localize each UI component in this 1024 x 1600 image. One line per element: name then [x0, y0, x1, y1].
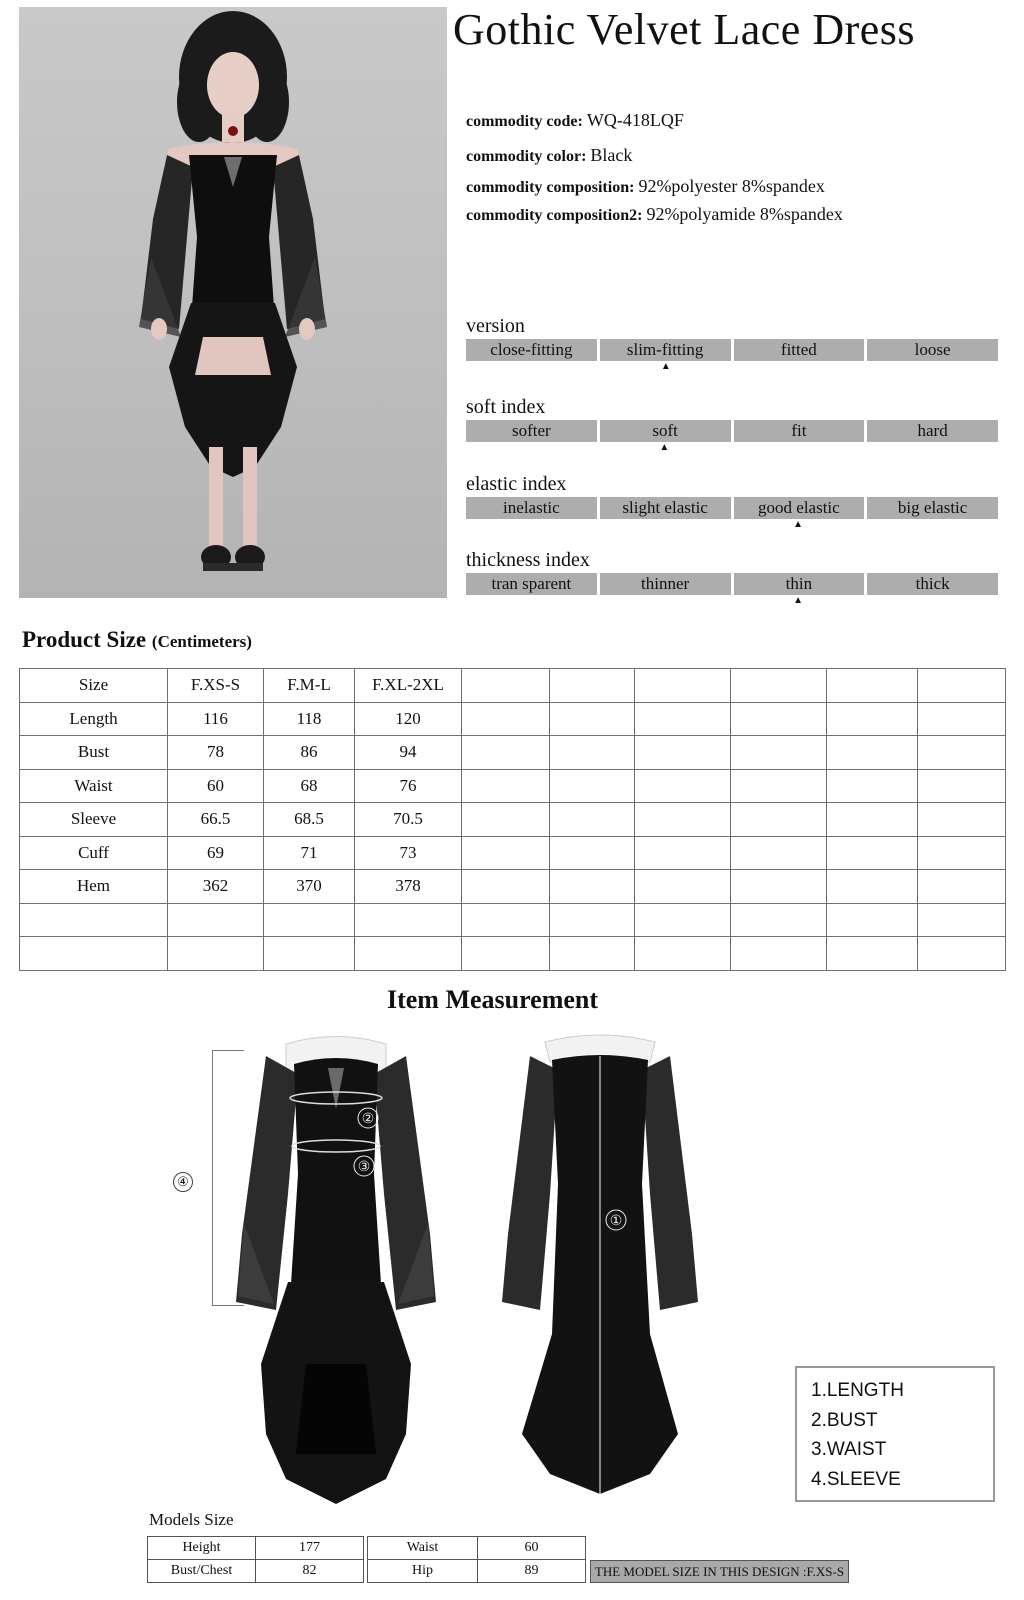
size-cell: 66.5: [168, 803, 264, 837]
scale-bar: [466, 573, 998, 595]
size-cell: [827, 937, 918, 971]
scale-option: fit: [734, 420, 865, 442]
table-row: [368, 1537, 586, 1560]
size-cell: [462, 836, 550, 870]
model-label: Bust/Chest: [148, 1560, 256, 1583]
legend-item: 1.LENGTH: [811, 1380, 904, 1401]
spec-value: Black: [590, 145, 633, 165]
size-cell: 86: [264, 736, 355, 770]
triangle-up-icon: ▲: [793, 595, 803, 606]
size-cell: [635, 702, 731, 736]
size-row-label: Cuff: [20, 836, 168, 870]
size-column-header: [462, 669, 550, 703]
table-row: [368, 1560, 586, 1583]
spec-label: commodity code:: [466, 113, 583, 130]
size-cell: [168, 937, 264, 971]
size-column-header: F.XL-2XL: [355, 669, 462, 703]
scale-marker: [466, 595, 998, 607]
size-cell: [731, 803, 827, 837]
table-row: [20, 937, 1006, 971]
size-cell: [635, 870, 731, 904]
size-cell: 78: [168, 736, 264, 770]
size-cell: 118: [264, 702, 355, 736]
soft-index-scale: [466, 395, 998, 454]
scale-option: big elastic: [867, 497, 998, 519]
size-cell: [827, 803, 918, 837]
size-cell: [550, 870, 635, 904]
size-cell: [827, 736, 918, 770]
size-cell: [550, 937, 635, 971]
size-column-header: [550, 669, 635, 703]
dress-front-illustration: [236, 1034, 436, 1509]
spec-value: WQ-418LQF: [586, 110, 684, 130]
scale-bar: [466, 339, 998, 361]
size-cell: [635, 803, 731, 837]
scale-option: hard: [867, 420, 998, 442]
size-cell: [918, 803, 1006, 837]
model-value: 82: [256, 1560, 364, 1583]
model-label: Hip: [368, 1560, 478, 1583]
size-table-body: [20, 669, 1006, 971]
scale-marker: [466, 361, 998, 373]
scale-option: slim-fitting: [600, 339, 731, 361]
size-cell: 120: [355, 702, 462, 736]
product-size-title: Product Size: [22, 627, 147, 652]
legend-item: 2.BUST: [811, 1409, 878, 1431]
size-cell: [827, 870, 918, 904]
size-cell: [355, 903, 462, 937]
scale-title: soft index: [466, 396, 546, 418]
size-cell: 370: [264, 870, 355, 904]
size-row-label: Length: [20, 702, 168, 736]
spec-label: commodity composition2:: [466, 207, 643, 224]
size-cell: [635, 736, 731, 770]
product-title: Gothic Velvet Lace Dress: [453, 5, 916, 54]
product-size-heading: [22, 627, 252, 653]
size-cell: 68: [264, 769, 355, 803]
size-cell: [635, 903, 731, 937]
spec-value: 92%polyester 8%spandex: [638, 176, 825, 196]
waist-marker: ③: [357, 1158, 371, 1174]
size-cell: 362: [168, 870, 264, 904]
size-cell: [918, 769, 1006, 803]
size-column-header: [635, 669, 731, 703]
table-row: [20, 702, 1006, 736]
scale-option: thinner: [600, 573, 731, 595]
size-cell: 69: [168, 836, 264, 870]
size-cell: 60: [168, 769, 264, 803]
measurement-legend: [795, 1366, 995, 1502]
model-size-note: THE MODEL SIZE IN THIS DESIGN :F.XS-S: [590, 1560, 849, 1583]
size-cell: [918, 903, 1006, 937]
models-table-right: [367, 1536, 586, 1583]
size-cell: 116: [168, 702, 264, 736]
spec-label: commodity color:: [466, 148, 587, 165]
table-row: [20, 836, 1006, 870]
size-cell: [550, 803, 635, 837]
scale-title: thickness index: [466, 549, 590, 571]
table-row: [20, 870, 1006, 904]
scale-option: inelastic: [466, 497, 597, 519]
spec-commodity-composition2: [466, 204, 843, 225]
size-cell: [635, 769, 731, 803]
size-cell: [918, 870, 1006, 904]
size-cell: [550, 836, 635, 870]
size-cell: [168, 903, 264, 937]
size-cell: [827, 836, 918, 870]
size-cell: [355, 937, 462, 971]
model-wearing-dress-illustration: [19, 7, 447, 598]
models-size-heading: Models Size: [149, 1510, 234, 1529]
model-label: Waist: [368, 1537, 478, 1560]
product-photo: [19, 7, 447, 598]
size-cell: [731, 736, 827, 770]
table-row: [20, 803, 1006, 837]
size-cell: [731, 769, 827, 803]
model-value: 89: [478, 1560, 586, 1583]
scale-option: tran sparent: [466, 573, 597, 595]
size-cell: [550, 702, 635, 736]
size-cell: [462, 702, 550, 736]
triangle-up-icon: ▲: [793, 519, 803, 530]
size-cell: [264, 903, 355, 937]
size-cell: 378: [355, 870, 462, 904]
size-table-header-row: [20, 669, 1006, 703]
model-label: Height: [148, 1537, 256, 1560]
table-row: [148, 1537, 364, 1560]
size-cell: 71: [264, 836, 355, 870]
scale-option: close-fitting: [466, 339, 597, 361]
size-cell: [731, 903, 827, 937]
spec-value: 92%polyamide 8%spandex: [646, 204, 843, 224]
spec-commodity-code: [466, 110, 684, 131]
size-column-header: F.XS-S: [168, 669, 264, 703]
scale-option: loose: [867, 339, 998, 361]
size-cell: [462, 769, 550, 803]
size-cell: [550, 736, 635, 770]
table-row: [148, 1560, 364, 1583]
size-row-label: Hem: [20, 870, 168, 904]
scale-option: slight elastic: [600, 497, 731, 519]
scale-title: elastic index: [466, 473, 567, 495]
scale-option: soft: [600, 420, 731, 442]
size-row-label: Waist: [20, 769, 168, 803]
size-cell: [264, 937, 355, 971]
triangle-up-icon: ▲: [660, 361, 671, 372]
size-cell: [827, 903, 918, 937]
elastic-index-scale: [466, 472, 998, 531]
size-cell: [462, 870, 550, 904]
models-table-left: [147, 1536, 364, 1583]
size-cell: [731, 702, 827, 736]
size-cell: [731, 836, 827, 870]
model-value: 177: [256, 1537, 364, 1560]
size-cell: [550, 903, 635, 937]
thickness-index-scale: [466, 548, 998, 607]
size-cell: [731, 937, 827, 971]
size-cell: [827, 702, 918, 736]
version-scale: [466, 314, 998, 373]
table-row: [20, 903, 1006, 937]
spec-label: commodity composition:: [466, 179, 635, 196]
spec-commodity-composition: [466, 176, 825, 197]
legend-item: 4.SLEEVE: [811, 1468, 901, 1490]
scale-option: softer: [466, 420, 597, 442]
table-row: [20, 736, 1006, 770]
model-value: 60: [478, 1537, 586, 1560]
size-row-label: [20, 937, 168, 971]
size-table: [19, 668, 1006, 971]
size-cell: [462, 803, 550, 837]
triangle-up-icon: ▲: [659, 442, 670, 453]
scale-option: thin: [734, 573, 865, 595]
size-cell: [635, 937, 731, 971]
size-column-header: F.M-L: [264, 669, 355, 703]
size-cell: [731, 870, 827, 904]
table-row: [20, 769, 1006, 803]
scale-marker: [466, 442, 998, 454]
size-cell: [635, 836, 731, 870]
size-cell: 76: [355, 769, 462, 803]
size-cell: 94: [355, 736, 462, 770]
legend-item: 3.WAIST: [811, 1439, 887, 1460]
size-row-label: [20, 903, 168, 937]
item-measurement-heading: Item Measurement: [386, 985, 599, 1014]
size-cell: [918, 937, 1006, 971]
scale-bar: [466, 420, 998, 442]
size-cell: [827, 769, 918, 803]
bust-marker: ②: [361, 1110, 375, 1126]
size-column-header: Size: [20, 669, 168, 703]
scale-option: good elastic: [734, 497, 865, 519]
size-cell: [462, 903, 550, 937]
size-column-header: [918, 669, 1006, 703]
length-marker: ①: [609, 1212, 623, 1228]
size-cell: [918, 836, 1006, 870]
scale-title: version: [466, 315, 525, 337]
spec-commodity-color: [466, 145, 632, 166]
scale-marker: [466, 519, 998, 531]
scale-option: thick: [867, 573, 998, 595]
size-column-header: [731, 669, 827, 703]
size-cell: [462, 937, 550, 971]
size-row-label: Bust: [20, 736, 168, 770]
size-cell: 68.5: [264, 803, 355, 837]
size-cell: [550, 769, 635, 803]
size-cell: [462, 736, 550, 770]
dress-back-illustration: [500, 1034, 700, 1509]
size-column-header: [827, 669, 918, 703]
size-cell: 70.5: [355, 803, 462, 837]
sleeve-marker: ④: [173, 1172, 193, 1192]
size-cell: [918, 702, 1006, 736]
size-cell: 73: [355, 836, 462, 870]
product-size-unit: (Centimeters): [151, 632, 252, 651]
scale-bar: [466, 497, 998, 519]
size-cell: [918, 736, 1006, 770]
size-row-label: Sleeve: [20, 803, 168, 837]
scale-option: fitted: [734, 339, 865, 361]
